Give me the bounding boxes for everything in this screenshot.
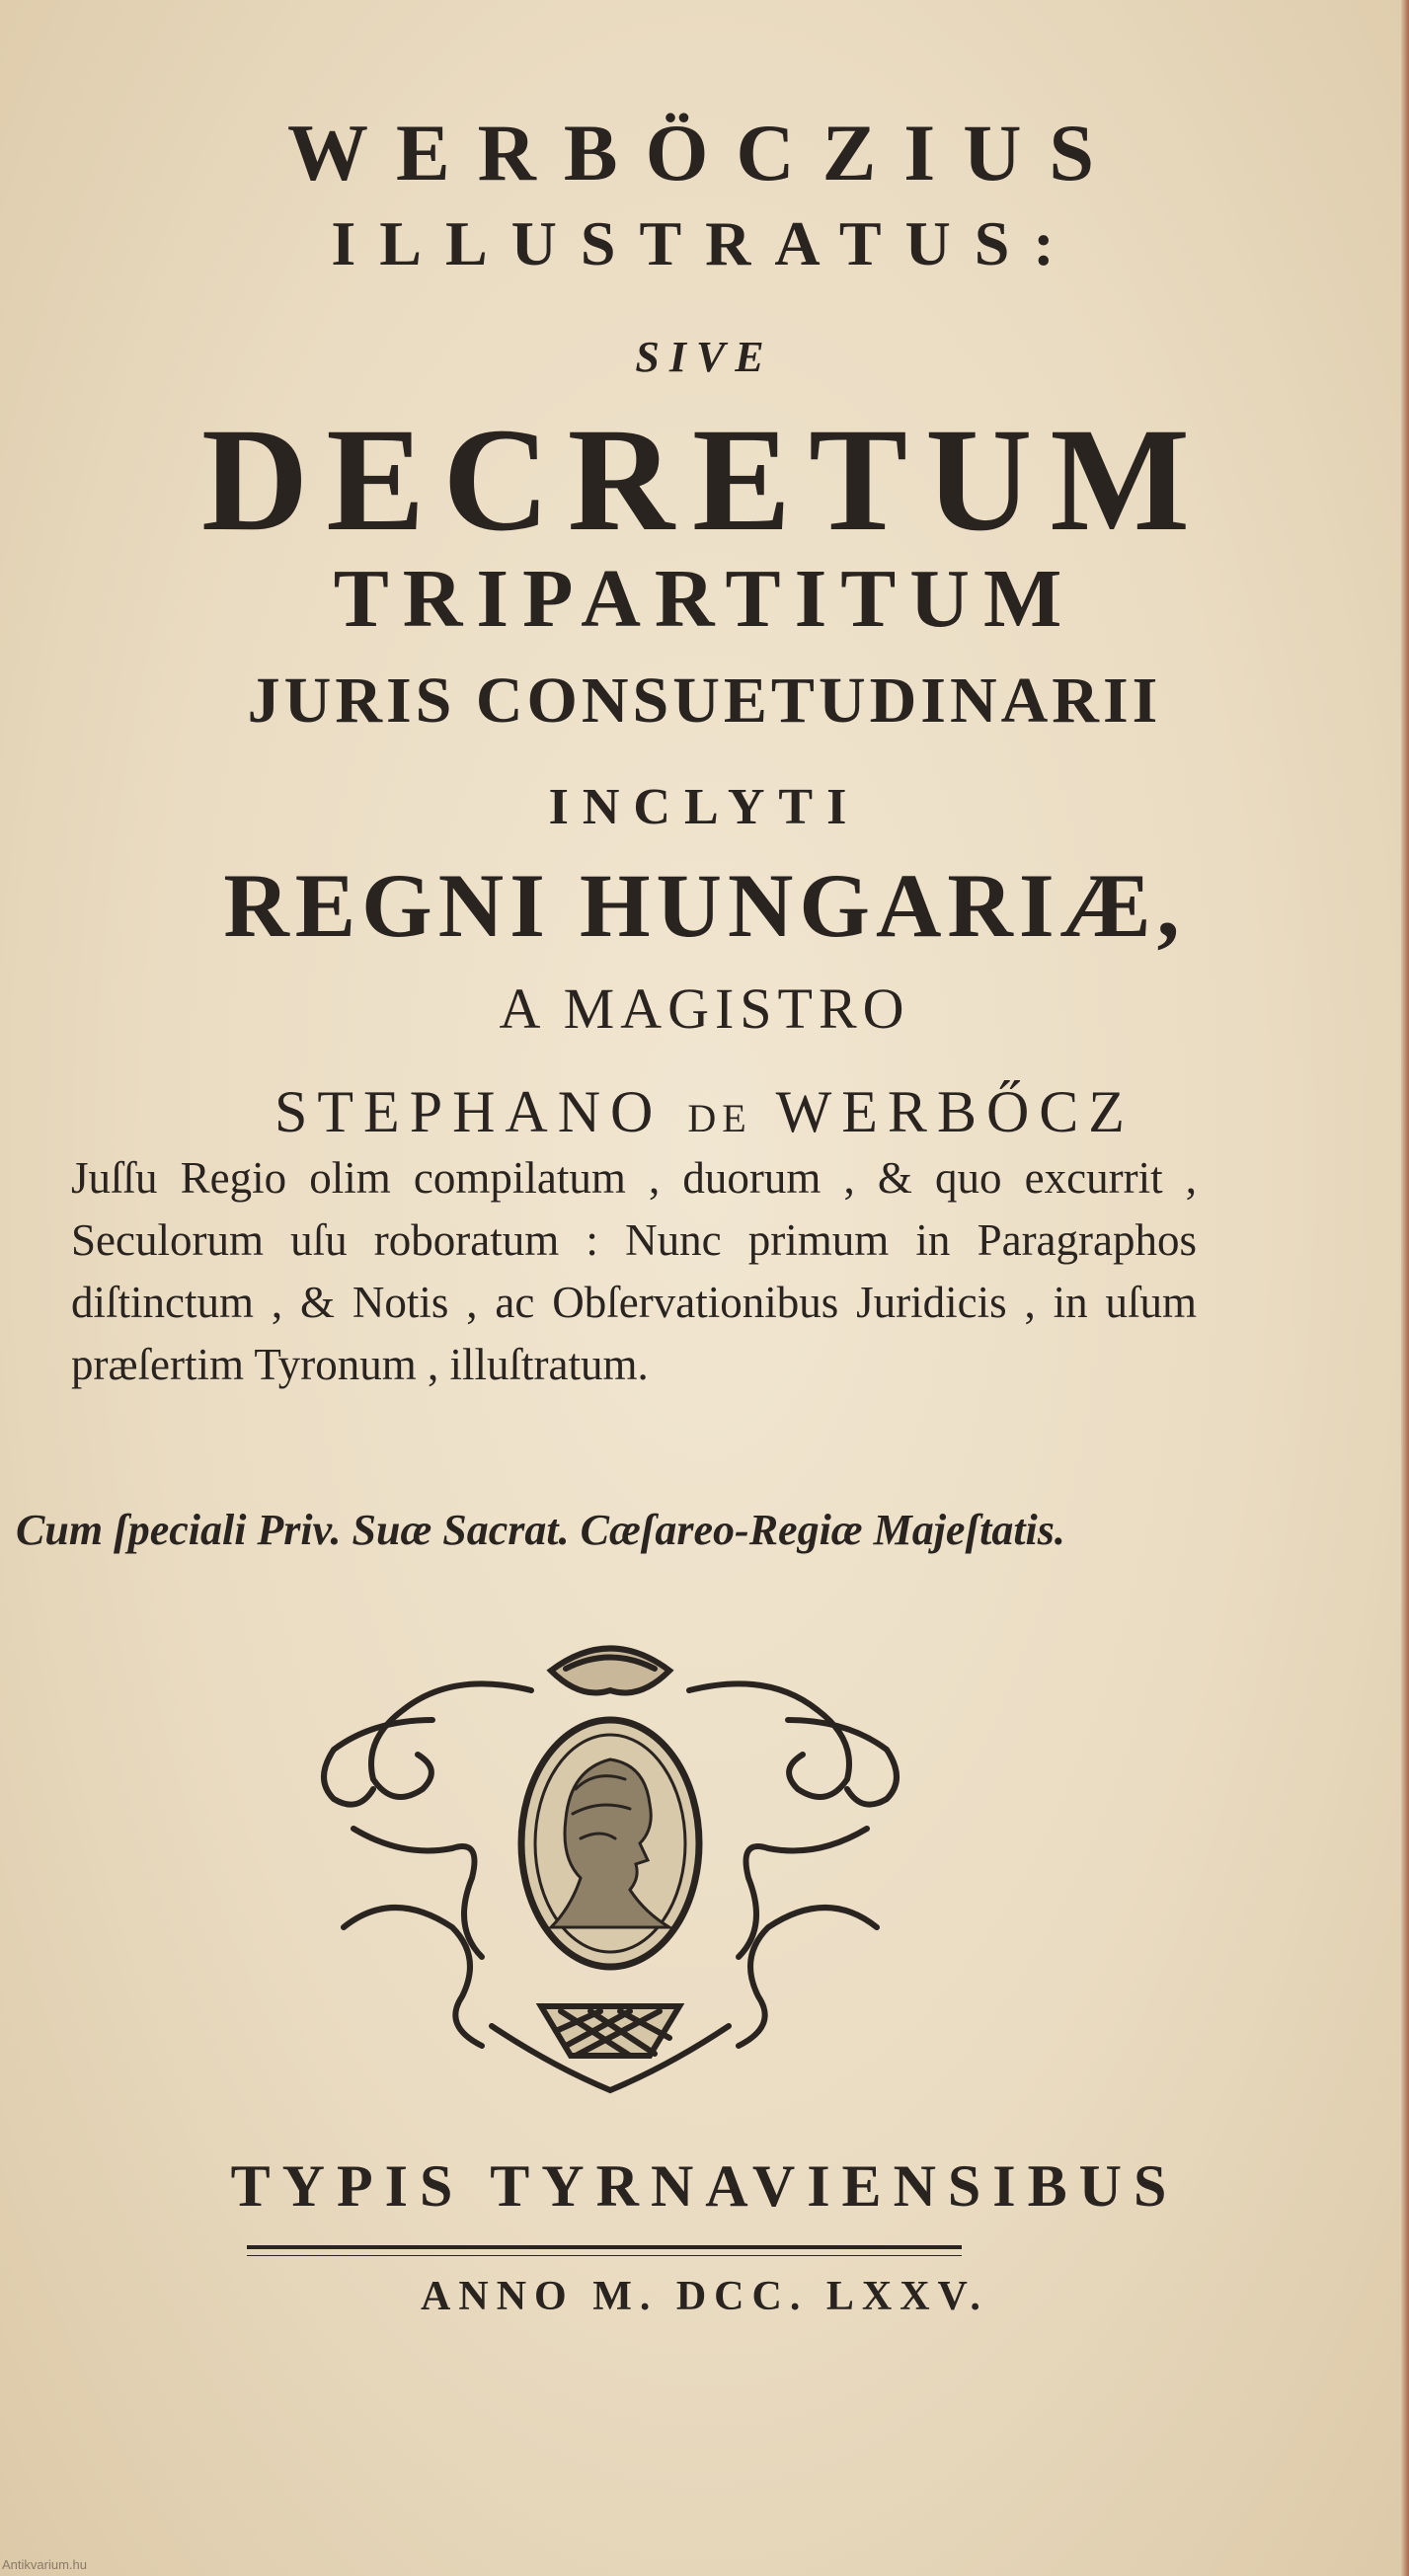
printer-line: TYPIS TYRNAVIENSIBUS bbox=[230, 2153, 1179, 2219]
title-line-6: JURIS CONSUETUDINARII bbox=[247, 664, 1162, 737]
divider-rule-thin bbox=[247, 2255, 962, 2256]
title-line-7: INCLYTI bbox=[548, 779, 861, 835]
author-line bbox=[0, 1078, 1409, 1146]
title-line-9: A MAGISTRO bbox=[499, 976, 910, 1041]
title-line-5: TRIPARTITUM bbox=[333, 553, 1076, 645]
title-line-8: REGNI HUNGARIÆ, bbox=[223, 855, 1186, 956]
divider-rule bbox=[247, 2245, 962, 2249]
watermark: Antikvarium.hu bbox=[2, 2557, 87, 2572]
title-line-2: ILLUSTRATUS: bbox=[331, 208, 1078, 278]
author-first-name: STEPHANO bbox=[274, 1079, 664, 1144]
year-line: ANNO M. DCC. LXXV. bbox=[421, 2274, 988, 2319]
title-line-4: DECRETUM bbox=[200, 398, 1209, 562]
author-last-name: WERBŐCZ bbox=[775, 1079, 1135, 1144]
title-line-1: WERBÖCZIUS bbox=[286, 108, 1123, 197]
author-particle: DE bbox=[687, 1096, 752, 1140]
title-line-3: SIVE bbox=[635, 333, 774, 381]
description-text: Juſſu Regio olim compilatum , duorum , & quo excurrit , Seculorum uſu roboratum : Nunc primum in Paragraphos diſtinctum , & Notis , ac Obſervationibus Juridicis , in uſum præſertim Tyronum , illuſtratum. bbox=[71, 1153, 1197, 1389]
cartouche-portrait-medallion-icon bbox=[314, 1631, 906, 2095]
privilege-line: Cum ſpeciali Priv. Suæ Sacrat. Cæſareo-Regiæ Majeſtatis. bbox=[16, 1506, 1065, 1554]
